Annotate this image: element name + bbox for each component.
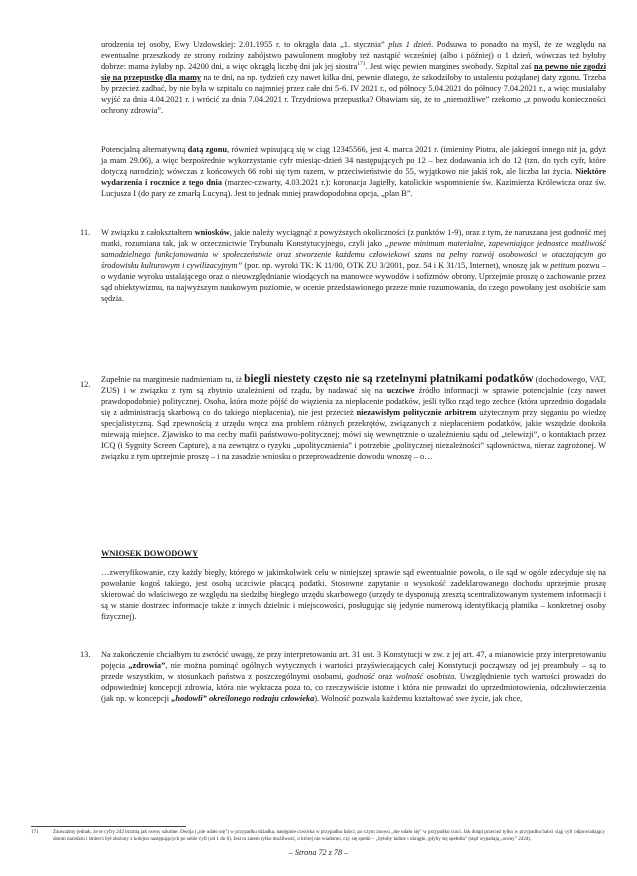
italic-span: petitum [550,261,576,271]
paragraph-item-13 [101,649,606,704]
footnote-separator [31,826,186,827]
bold-span: datą zgonu [187,145,227,154]
italic-span: plus 1 dzień [388,40,432,49]
text-span: . Jest więc pewien margines swobody. Szpital zaś [365,62,532,72]
text-span: oraz [374,672,393,682]
text-span: , również wpisującą się w ciąg 12345566, jest 4. marca 2021 r. (imieniny Piotra, ale jakiegoś innego niż ja, gdyż ja mam 29.06), a więc bezpośrednie wykorzystanie cyfr miesiąc-dzień 34 następujących po 12 – bez dodawania ich do 12 (tzn. do tych cyfr, które dotyczą narodzin); wówczas z końcowych 66 robi się tym razem, w przeciwieństwie do 55, wyjątkowo nie jakiś rok, ale liczba lat życia. [101,145,606,177]
text-span: (por. np. wyroki TK: K 11/00, OTK ZU 3/2001, poz. 54 i K 31/15, Internet), wnoszę jak w [242,261,549,271]
item-number: 11. [80,228,91,237]
item-number: 12. [80,380,91,389]
footnote-text: Zauważmy jednak, że te cyfry 242 brzmią jak oceny szkolne. Dwója („nie udało się”) w przypadku dziadka, następnie czwórka w przypadku babci, po czym znowu „nie udało się” w przypadku cioci. Jak dotąd przecież tylko w przypadku babci ciąg cyfr odpowiadający datom narodzin i śmierci był złożony z kolejno następujących po sobie cyfr (od 1 do 6). Jest to zatem tylko możliwość, o której nie wiadomo, czy się spełni – „byłoby ładnie i okrągło, gdyby się spełniła” (stąd wypadają „oceny” 2424). [53,829,605,842]
italic-span: godność [346,672,375,682]
text-span: Potencjalną alternatywną [101,145,186,154]
footnote-number: 171 [31,829,39,835]
text-span: , nie można pominąć ogólnych wytycznych i wartości przyświecających całej Konstytucji począwszy od jej preambuły – są to przede wszystkim, w stosunkach państwa z poszczególnymi osobami, [101,661,606,682]
text-span: na te dni, na np. tydzień czy nawet kilka dni, pewnie dlatego, że szkodziłoby to ustaleniu pożądanej daty zgonu. Trzeba by przecież zadbać, by nie była w szpitalu co najmniej przez całe dni 5-6. IV 2021 r., od północy 5.04.2021 do północy 7.04.2021 r., a więc musiałaby wyjść za dnia 4.04.2021 r. i wrócić za dnia 7.04.2021 r. Trzydniowa przepustka? Obawiam się, że to „niemożliwe” rzekomo „z powodu konieczności ochrony zdrowia”. [101,73,606,116]
text-span: (marzec-czwarty, 4.03.2021 r.): koronacja Jagiełły, katolickie wspomnienie św. Kazimierza Królewicza oraz św. Lucjusza I (do pary ze zmarłą Lucyną). Jest to jednak mniej prawdopodobna opcja, „plan B”. [101,178,606,199]
text-span: źródło informacji w sprawie potencjalnie (czy nawet prawdopodobnie) politycznej. Osoba, która może pójść do więzienia za niepłacenie podatków, jeśli tylko rząd tego zechce (która uprzednio dogadała się z administracją skarbową co do takiego niepłacenia), nie jest przecież [101,386,606,418]
paragraph-continuation [101,39,606,116]
paragraph-alternative-date [101,144,606,199]
italic-span: wolność osobista [395,672,455,682]
paragraph-item-12 [101,374,606,462]
bold-italic-span: „hodowli” określonego rodzaju człowieka [171,694,315,704]
bold-span: niezawisłym politycznie arbitrem [356,408,477,418]
footnote-171 [31,829,605,842]
text-span: urodzenia tej osoby, Ewy Uzdowskiej: 2.01.1955 r. to okrągła data „1. stycznia” [101,40,385,49]
item-number: 13. [80,650,91,659]
page-number: – Strona 72 z 78 – [288,848,349,857]
section-heading: WNIOSEK DOWODOWY [101,549,199,558]
italic-quote: „pewne minimum materialne, zapewniające jednostce możliwość samodzielnego funkcjonowania w społeczeństwie oraz stworzenie każdemu człowiekowi szans na pełny rozwój osobowości w otaczającym go środowisku kulturowym i cywilizacyjnym” [101,239,607,271]
large-bold-span: biegli niestety często nie są rzetelnymi płatnikami podatków [244,373,534,385]
bold-span: wniosków [194,228,230,237]
paragraph-evidence-request [101,567,606,622]
text-span: użytecznym przy sięganiu po wiedzę specjalistyczną. Sąd zpewnością z urzędu wręcz zna problem różnych przekrętów, związanych z niepłaceniem podatków, jakie wszędzie dookoła miewają miejsce. Zjawisko to ma cechy mafii państwowo-politycznej; mówi się wewnętrznie o uzależnieniu sądu od „telewizji”, o kontaktach przez ICQ (i Sygnity Screen Capture), a na zewnątrz o ryzyku „upolitycznienia” i potrzebie „politycznej niezależności” sądownictwa, nieraz zagrożonej. W związku z tym uprzejmie proszę – i na zasadzie wniosku o przeprowadzenie dowodu wnoszę – o… [101,408,606,462]
bold-span: „zdrowia” [128,661,166,671]
bold-underlined-span: na pewno nie zgodzi się na przepustkę dla mamy [101,62,607,83]
footnote-ref[interactable]: 171 [357,61,366,68]
text-span: . Podsuwa to ponadto na myśl, że ze względu na ewentualne przeszkody ze strony rodziny zabójstwo pawulonem mogłoby też nastąpić wcześniej (albo i później) o 1 dzień, wówczas też byłoby dobrze: mama żyłaby np. 24200 dni, a więc okrągłą liczbę dni jak jej siostra [101,40,606,72]
text-span: (dochodowego, VAT, ZUS) i w związku z tym są zbytnio uzależnieni od rządu, by nadawać się na [101,375,606,396]
text-span: W związku z całokształtem [101,228,193,237]
text-span: Na zakończenie chciałbym tu zwrócić uwagę, że przy interpretowaniu art. 31 ust. 3 Konstytucji w zw. z jej art. 47, a mianowicie przy interpretowaniu pojęcia [101,650,606,671]
text-span: . Uwzględnienie tych wartości prowadzi do odpowiedniej koncepcji zdrowia, która nie wykracza poza to, co rzeczywiście istotne i która nie prowadzi do uprzedmiotowienia, odczłowieczenia (jak np. w koncepcji [101,672,606,704]
text-span: ). Wolność pozwala każdemu kształtować swe życie, jak chce, [314,694,523,704]
text-span: …zweryfikowanie, czy każdy biegły, którego w jakimkolwiek celu w niniejszej sprawie sąd ewentualnie powoła, o ile sąd w ogóle zdecyduje się na powołanie kogoś takiego, jest osobą uczciwie płacącą podatki. Stosowne zapytanie o wysokość zadeklarowanego dochodu uprzejmie proszę skierować do właściwego ze względu na siedzibę biegłego urzędu skarbowego (urzędy te dysponują zresztą scentralizowanym systemem informacji i są w stanie dostrzec informacje także z innych dzielnic i miejscowości, posługując się jedynie numerową identyfikacją płatnika – konkretnej osoby fizycznej). [101,568,606,622]
text-span: , jakie należy wyciągnąć z powyższych okoliczności (z punktów 1-9), oraz z tym, że naruszana jest godność mej matki, rozumiana tak, jak w orzecznictwie Trybunału Konstytucyjnego, czyli jako [101,228,607,249]
text-span: Zupełnie na marginesie nadmieniam tu, iż [101,375,242,384]
bold-span: Niektóre wydarzenia i rocznice z tego dnia [101,167,606,188]
bold-span: uczciwe [386,386,415,396]
paragraph-item-11 [101,227,606,304]
text-span: pozwu – o wydanie wyroku ustalającego oraz o nieuwzględnianie wiodących na manowce wywodów i sofizmów obrony. Uprzejmie proszę o zachowanie przez sąd obiektywizmu, na najwyższym naukowym poziomie, w ocenie przedstawionego przeze mnie rozumowania, do czego powołany jest osobiście sam sędzia. [101,261,606,304]
